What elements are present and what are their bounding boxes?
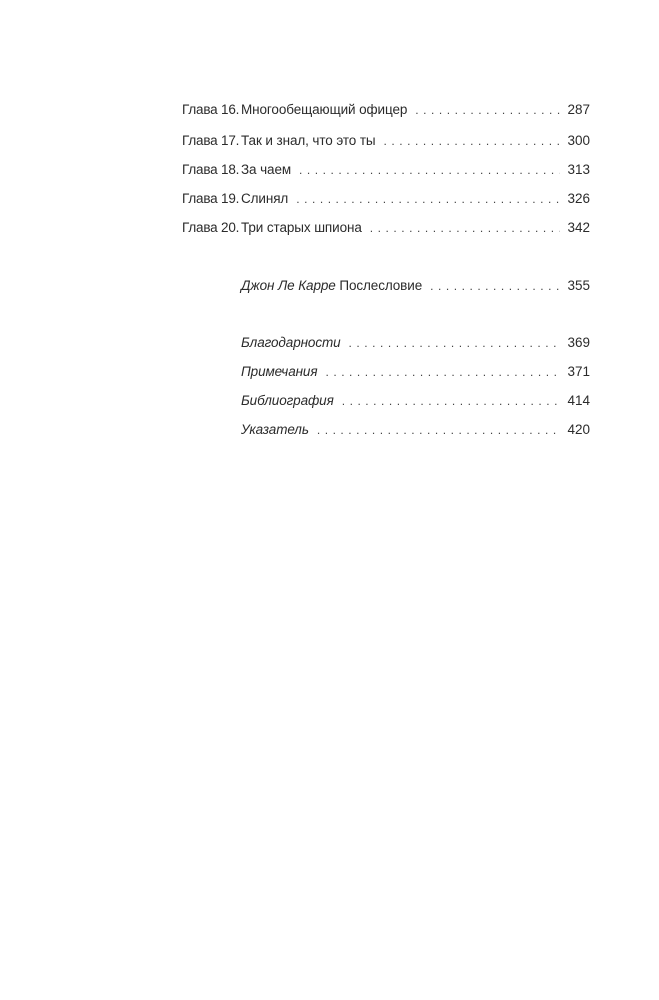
back-matter-label: Библиография [241,393,334,408]
toc-entry-chapter-17[interactable] [182,131,590,151]
chapter-title: Три старых шпиона [241,220,362,235]
chapter-label: Глава 17. [182,133,240,148]
back-matter-label: Благодарности [241,335,341,350]
dot-leader [349,333,560,353]
dot-leader [342,391,560,411]
toc-entry-chapter-16[interactable] [182,100,590,120]
chapter-title: За чаем [241,162,292,177]
page-number: 342 [567,220,590,235]
page-number: 369 [567,335,590,350]
toc-entry-index[interactable] [241,420,590,440]
chapter-title: Так и знал, что это ты [241,133,376,148]
chapter-title: Многообещающий офицер [241,102,408,117]
back-matter-label: Указатель [241,422,309,437]
back-matter-label: Примечания [241,364,318,379]
afterword-label: Послесловие [339,278,423,293]
chapter-title: Слинял [241,191,289,206]
toc-entry-acknowledgements[interactable] [241,333,590,353]
chapter-label: Глава 19. [182,191,240,206]
page-number: 326 [567,191,590,206]
dot-leader [384,131,560,151]
toc-entry-bibliography[interactable] [241,391,590,411]
dot-leader [370,218,560,238]
toc-entry-chapter-20[interactable] [182,218,590,238]
toc-entry-notes[interactable] [241,362,590,382]
chapter-label: Глава 18. [182,162,240,177]
page-number: 355 [567,278,590,293]
dot-leader [296,189,560,209]
page-number: 414 [567,393,590,408]
back-matter-title [241,362,317,382]
page-number: 371 [567,364,590,379]
dot-leader [325,362,560,382]
chapter-label: Глава 20. [182,220,240,235]
dot-leader [415,100,560,120]
toc-entry-chapter-19[interactable] [182,189,590,209]
page-number: 420 [567,422,590,437]
dot-leader [317,420,560,440]
dot-leader [299,160,560,180]
page-number: 313 [567,162,590,177]
page-number: 300 [567,133,590,148]
afterword-author: Джон Ле Карре [241,278,336,293]
toc-entry-afterword[interactable] [241,276,590,296]
dot-leader [430,276,560,296]
afterword-title [241,276,422,296]
back-matter-title [241,391,334,411]
back-matter-title [241,333,341,353]
toc-entry-chapter-18[interactable] [182,160,590,180]
back-matter-title [241,420,309,440]
page-number: 287 [567,102,590,117]
chapter-label: Глава 16. [182,102,240,117]
